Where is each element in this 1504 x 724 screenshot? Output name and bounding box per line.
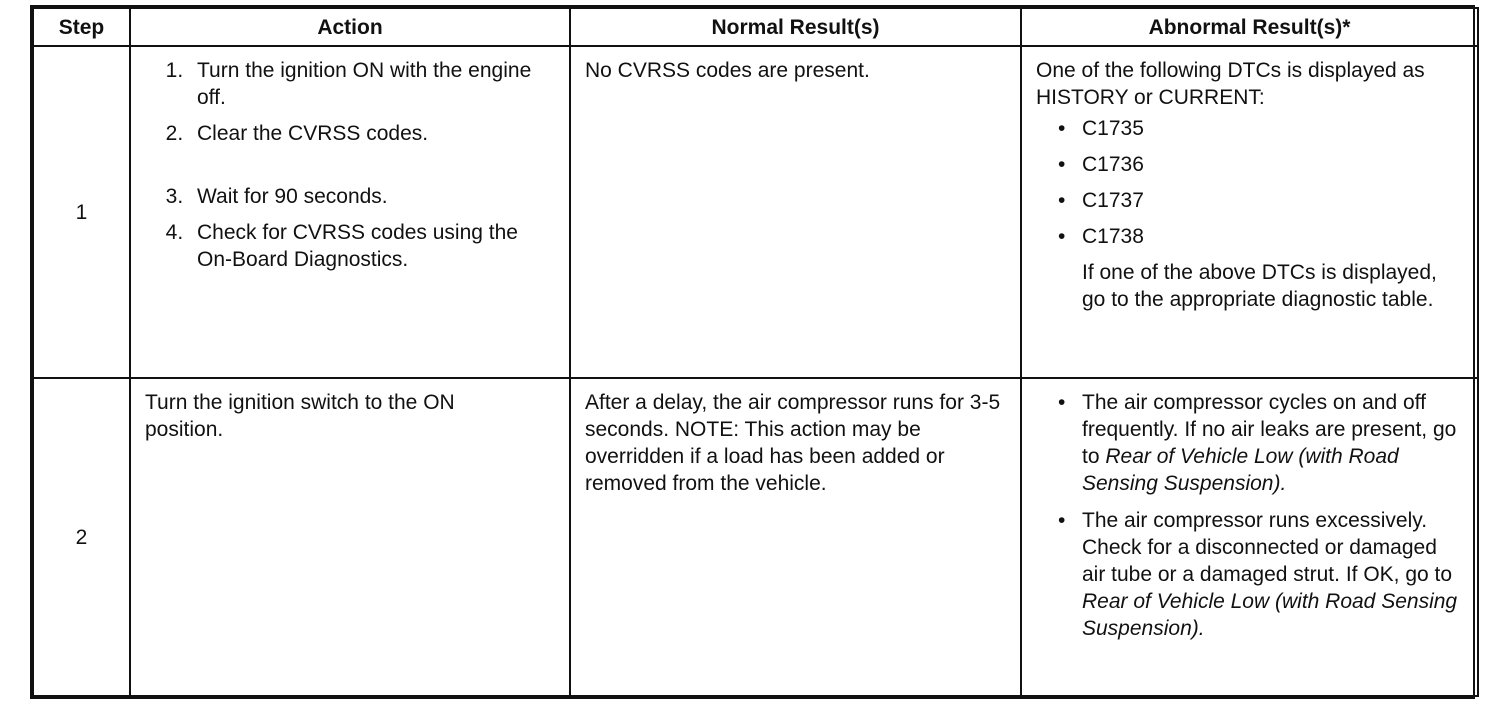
abnormal-result-list [1036, 389, 1465, 642]
action-text: Turn the ignition switch to the ON position. [145, 391, 455, 441]
reference-period: . [1280, 472, 1287, 495]
dtc-code: • C1738 [1036, 223, 1465, 250]
header-abnormal-results: Abnormal Result(s)* [1021, 8, 1478, 46]
abnormal-result-text: The air compressor runs excessively. Check for a disconnected or damaged air tube or a damaged strut. If OK, go to [1082, 509, 1453, 586]
abnormal-result-cell [1021, 46, 1478, 378]
abnormal-result-text: The air compressor cycles on and off frequently. If no air leaks are present, go to [1082, 391, 1457, 468]
header-action: Action [130, 8, 570, 46]
action-steps-list [145, 57, 557, 273]
action-step: 3. Wait for 90 seconds. [189, 183, 557, 210]
abnormal-note-text: If one of the above DTCs is displayed, go to the appropriate diagnostic table. [1082, 261, 1437, 311]
abnormal-result-item [1036, 389, 1465, 497]
abnormal-result-cell [1021, 378, 1478, 696]
normal-result-text: After a delay, the air compressor runs for 3-5 seconds. NOTE: This action may be overridden if a load has been added or removed from the vehicle. [585, 391, 1001, 495]
dtc-code: • C1736 [1036, 151, 1465, 178]
dtc-code: • C1735 [1036, 115, 1465, 142]
header-normal-results: Normal Result(s) [570, 8, 1021, 46]
header-step: Step [33, 8, 130, 46]
action-cell [130, 46, 570, 378]
diagnostic-table-grid [32, 7, 1479, 697]
action-step: 2. Clear the CVRSS codes. [189, 120, 557, 147]
procedure-reference: Rear of Vehicle Low (with Road Sensing Suspension) [1082, 445, 1399, 495]
table-row-step-2 [33, 378, 1478, 696]
dtc-code-list [1036, 115, 1465, 250]
diagnostic-table [30, 5, 1475, 699]
abnormal-result-item [1036, 507, 1465, 642]
abnormal-intro-text: One of the following DTCs is displayed as HISTORY or CURRENT: [1036, 59, 1425, 109]
procedure-reference: Rear of Vehicle Low (with Road Sensing Suspension) [1082, 590, 1458, 640]
normal-result-cell [570, 46, 1021, 378]
normal-result-cell [570, 378, 1021, 696]
normal-result-text: No CVRSS codes are present. [585, 59, 870, 82]
dtc-code: • C1737 [1036, 187, 1465, 214]
table-row-step-1 [33, 46, 1478, 378]
step-number: 1 [33, 46, 130, 378]
action-step: 1. Turn the ignition ON with the engine off. [189, 57, 557, 111]
reference-period: . [1198, 617, 1205, 640]
action-cell [130, 378, 570, 696]
step-number: 2 [33, 378, 130, 696]
header-row [33, 8, 1478, 46]
action-step: 4. Check for CVRSS codes using the On-Board Diagnostics. [189, 219, 557, 273]
